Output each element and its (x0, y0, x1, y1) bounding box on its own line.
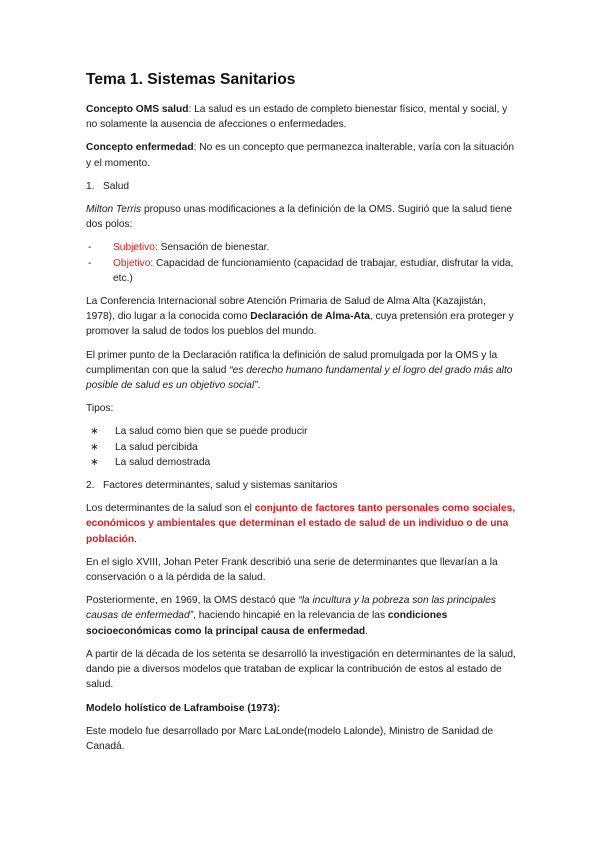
list-item (86, 256, 516, 286)
posteriormente-bold: condiciones socioeconómicas como la principal causa de enfermedad (86, 610, 448, 637)
section-1-number: 1. (86, 180, 95, 192)
terris-name: Milton Terris (86, 204, 142, 216)
list-marker: - (88, 242, 92, 254)
list-marker: ∗ (90, 456, 99, 468)
posteriormente-text-2: , haciendo hincapié en la relevancia de las (193, 610, 388, 622)
tipo-text: La salud demostrada (115, 456, 211, 468)
alma-ata-text-1: La Conferencia Internacional sobre Atención Primaria de Salud de Alma Alta (Kazajistán, 1978), dio lugar a la conocida como (86, 296, 486, 323)
setenta-paragraph: A partir de la década de los setenta se desarrolló la investigación en determinantes de la salud, dando pie a diversos modelos que trataban de explicar la contribución de estos al estado de salud. (86, 648, 516, 691)
primer-punto-text-2: . (257, 380, 261, 392)
document-page (86, 70, 516, 762)
posteriormente-quote: “la incultura y la pobreza son las principales causas de enfermedad” (86, 595, 497, 622)
alma-ata-text-2: , cuya pretensión era proteger y promover la salud de todos los pueblos del mundo. (86, 311, 514, 338)
concepto-oms-label: Concepto OMS salud (86, 104, 189, 115)
section-1-title: Salud (103, 180, 130, 192)
section-2-title: Factores determinantes, salud y sistemas sanitarios (103, 480, 338, 492)
section-2-number: 2. (86, 480, 95, 492)
list-item (86, 440, 516, 455)
section-2-heading (86, 478, 516, 493)
list-item (86, 240, 516, 255)
subjetivo-label: Subjetivo (113, 242, 155, 254)
frank-paragraph: En el siglo XVIII, Johan Peter Frank describió una serie de determinantes que llevarían a la conservación o a la pérdida de la salud. (86, 556, 498, 584)
primer-punto-paragraph (86, 348, 516, 394)
determinantes-highlight: conjunto de factores tanto personales como sociales, económicos y ambientales que determinan el estado de salud de un individuo o de una población (86, 503, 516, 545)
primer-punto-quote: “es derecho humano fundamental y el logro del grado más alto posible de salud es un objetivo social” (86, 364, 513, 392)
list-marker: - (88, 257, 92, 269)
tipo-text: La salud percibida (115, 441, 198, 453)
tipos-label: Tipos: (86, 403, 114, 415)
page-title: Tema 1. Sistemas Sanitarios (86, 71, 296, 88)
subjetivo-text: : Sensación de bienestar. (154, 242, 270, 254)
objetivo-text: : Capacidad de funcionamiento (capacidad de trabajar, estudiar, disfrutar la vida, etc.) (113, 257, 514, 284)
list-marker: ∗ (90, 426, 99, 438)
list-item (86, 455, 516, 470)
posteriormente-text-3: . (365, 625, 368, 637)
determinantes-text-1: Los determinantes de la salud son el (86, 503, 255, 515)
determinantes-text-2: . (134, 533, 137, 545)
concepto-enfermedad-paragraph (86, 140, 516, 170)
determinantes-paragraph (86, 501, 516, 547)
tipo-text: La salud como bien que se puede producir (115, 426, 308, 438)
polos-list (86, 240, 516, 286)
concepto-enfermedad-text: : No es un concepto que permanezca inalterable, varía con la situación y el momento. (86, 142, 515, 169)
objetivo-label: Objetivo (113, 257, 151, 269)
primer-punto-text-1: El primer punto de la Declaración ratifica la definición de salud promulgada por la OMS y la cumplimentan con que la salud (86, 349, 498, 376)
modelo-paragraph: Este modelo fue desarrollado por Marc LaLonde(modelo Lalonde), Ministro de Sanidad de Canadá. (86, 725, 494, 752)
concepto-oms-text: : La salud es un estado de completo bienestar físico, mental y social, y no solamente la ausencia de afecciones o enfermedades. (86, 104, 508, 131)
alma-ata-declaration: Declaración de Alma-Ata (250, 311, 370, 323)
concepto-oms-paragraph (86, 102, 516, 132)
terris-text: propuso unas modificaciones a la definición de la OMS. Sugirió que la salud tiene dos polos: (86, 204, 513, 231)
modelo-title: Modelo holístico de Laframboise (1973): (86, 702, 281, 714)
terris-paragraph (86, 202, 516, 232)
posteriormente-paragraph (86, 593, 516, 639)
posteriormente-text-1: Posteriormente, en 1969, la OMS destacó que (86, 595, 299, 607)
list-marker: ∗ (90, 441, 99, 453)
section-1-heading (86, 179, 516, 194)
list-item (86, 424, 516, 439)
alma-ata-paragraph (86, 294, 516, 340)
tipos-list (86, 424, 516, 470)
concepto-enfermedad-label: Concepto enfermedad (86, 142, 194, 154)
